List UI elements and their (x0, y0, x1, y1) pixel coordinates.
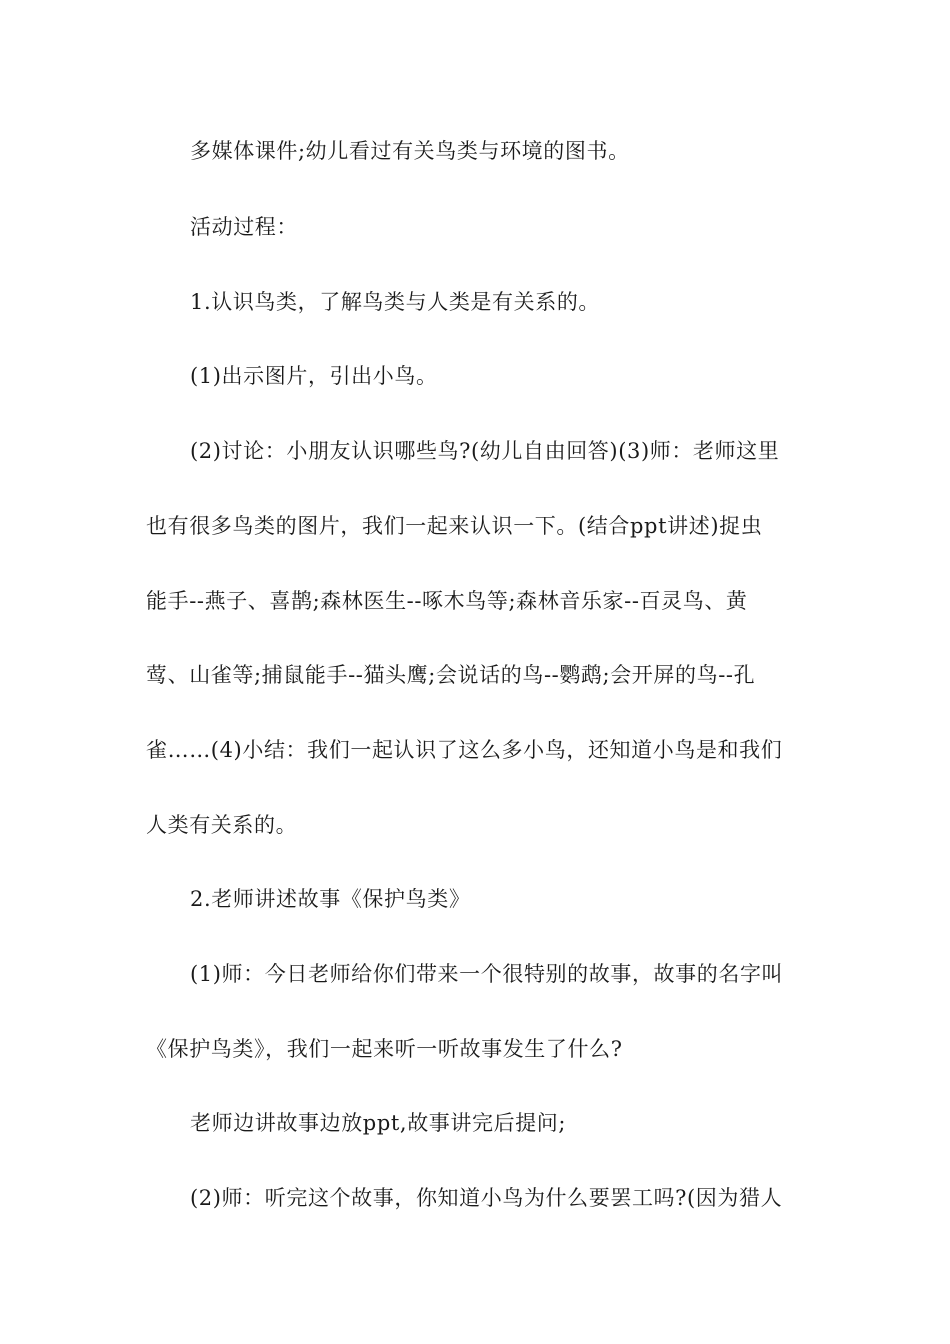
text-line-materials: 多媒体课件;幼儿看过有关鸟类与环境的图书。 (190, 139, 630, 163)
text-line-activity-heading: 活动过程： (190, 215, 298, 239)
text-line-step-1-1: (1)出示图片，引出小鸟。 (190, 364, 438, 388)
text-line-continuation-1: 也有很多鸟类的图片，我们一起来认识一下。(结合ppt讲述)捉虫 (146, 514, 763, 538)
text-line-step-2: 2.老师讲述故事《保护鸟类》 (190, 887, 471, 911)
text-line-story-note: 老师边讲故事边放ppt,故事讲完后提问; (190, 1111, 567, 1135)
text-line-step-2-1: (1)师：今日老师给你们带来一个很特别的故事，故事的名字叫 (190, 962, 784, 986)
text-line-continuation-2: 能手--燕子、喜鹊;森林医生--啄木鸟等;森林音乐家--百灵鸟、黄 (146, 589, 748, 613)
text-line-step-1-2: (2)讨论：小朋友认识哪些鸟?(幼儿自由回答)(3)师：老师这里 (190, 439, 780, 463)
text-line-continuation-6: 《保护鸟类》，我们一起来听一听故事发生了什么? (146, 1037, 623, 1061)
text-line-continuation-4: 雀……(4)小结：我们一起认识了这么多小鸟，还知道小鸟是和我们 (146, 738, 783, 762)
text-line-step-2-2: (2)师：听完这个故事，你知道小鸟为什么要罢工吗?(因为猎人 (190, 1186, 783, 1210)
text-line-continuation-3: 莺、山雀等;捕鼠能手--猫头鹰;会说话的鸟--鹦鹉;会开屏的鸟--孔 (146, 663, 756, 687)
text-line-continuation-5: 人类有关系的。 (146, 813, 298, 837)
text-line-step-1: 1.认识鸟类，了解鸟类与人类是有关系的。 (190, 290, 601, 314)
